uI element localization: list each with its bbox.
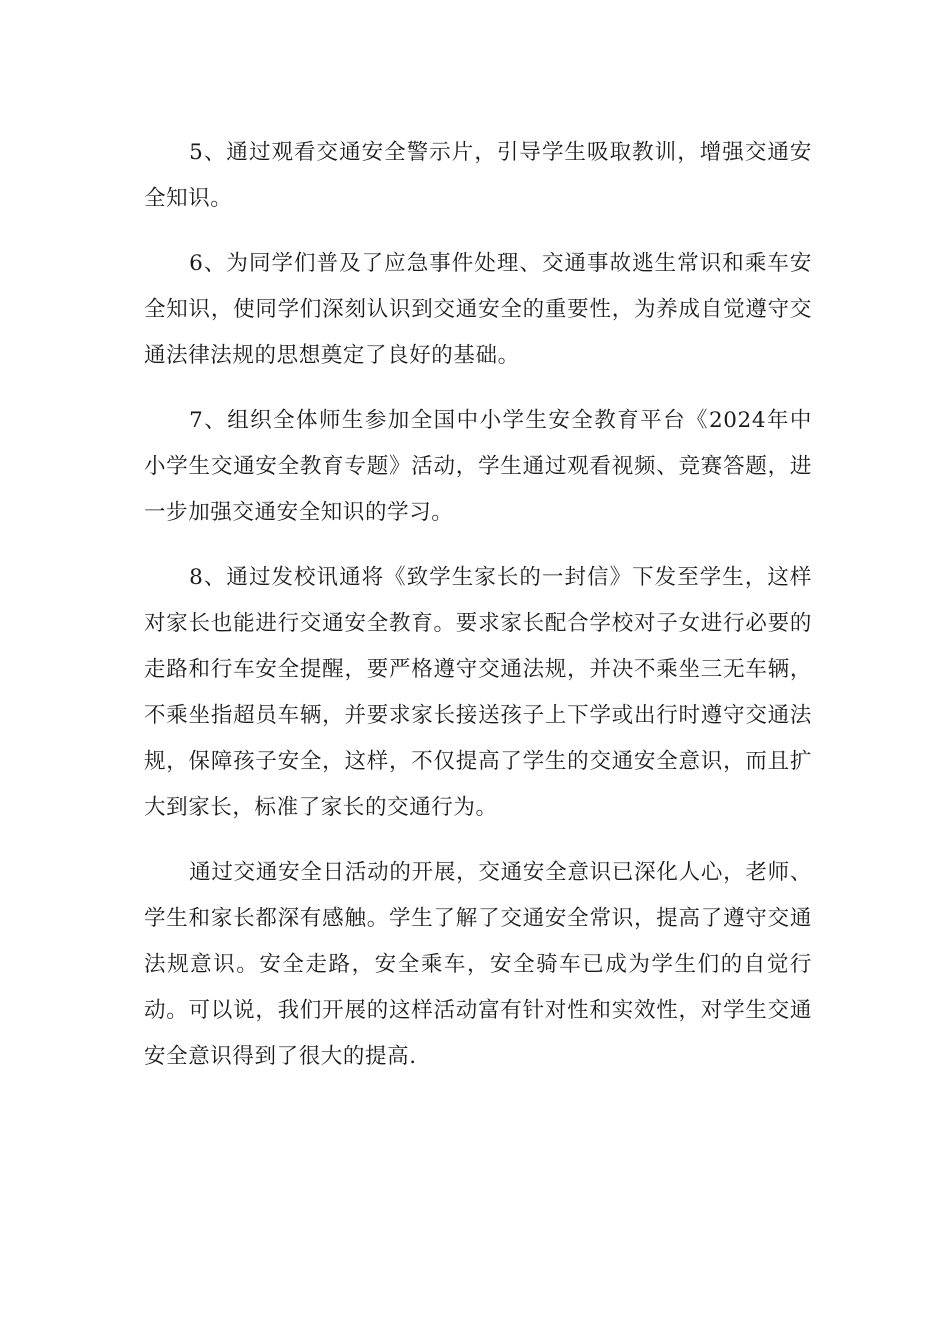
paragraph-5: 5、通过观看交通安全警示片，引导学生吸取教训，增强交通安全知识。: [144, 140, 812, 211]
document-body: [144, 130, 812, 1099]
paragraph-6: 6、为同学们普及了应急事件处理、交通事故逃生常识和乘车安全知识，使同学们深刻认识到交通安全的重要性，为养成自觉遵守交通法律法规的思想奠定了良好的基础。: [144, 251, 812, 368]
paragraph-conclusion: 通过交通安全日活动的开展，交通安全意识已深化人心，老师、学生和家长都深有感触。学生了解了交通安全常识，提高了遵守交通法规意识。安全走路，安全乘车，安全骑车已成为学生们的自觉行动。可以说，我们开展的这样活动富有针对性和实效性，对学生交通安全意识得到了很大的提高.: [144, 860, 812, 1069]
paragraph-7: 7、组织全体师生参加全国中小学生安全教育平台《2024年中小学生交通安全教育专题》活动，学生通过观看视频、竞赛答题，进一步加强交通安全知识的学习。: [144, 408, 812, 525]
paragraph-8: 8、通过发校讯通将《致学生家长的一封信》下发至学生，这样对家长也能进行交通安全教育。要求家长配合学校对子女进行必要的走路和行车安全提醒，要严格遵守交通法规，并决不乘坐三无车辆，不乘坐指超员车辆，并要求家长接送孩子上下学或出行时遵守交通法规，保障孩子安全，这样，不仅提高了学生的交通安全意识，而且扩大到家长，标准了家长的交通行为。: [144, 565, 812, 820]
